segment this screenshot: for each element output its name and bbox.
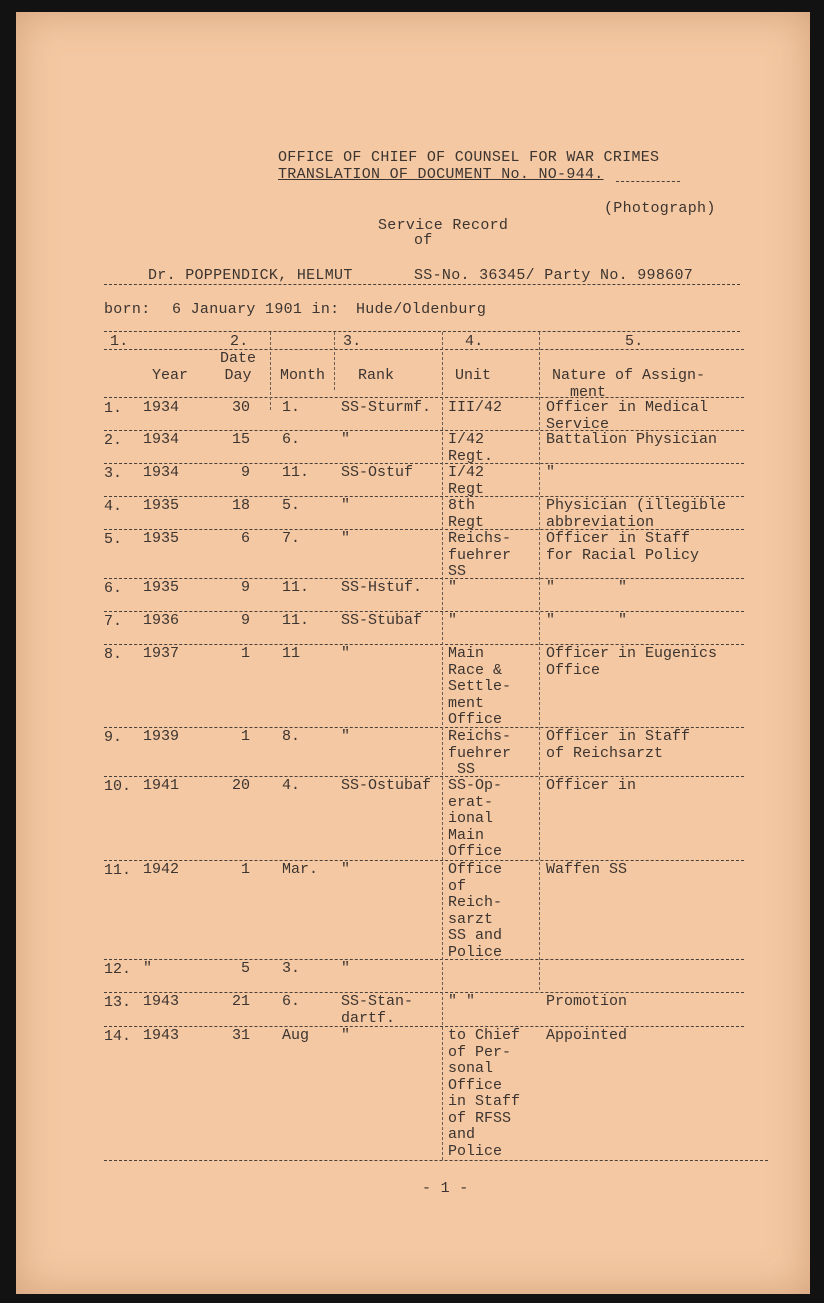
- row-nature: Officer in Medical Service: [546, 399, 709, 433]
- row-rank: ": [341, 1027, 351, 1044]
- born-label: born:: [104, 301, 151, 318]
- row-month: 7.: [282, 530, 301, 547]
- row-rank: SS-Ostubaf: [341, 777, 432, 794]
- row-year: ": [143, 960, 153, 977]
- row-number: 6.: [104, 580, 123, 597]
- column-separator: [539, 332, 540, 990]
- born-date: 6 January 1901 in:: [172, 301, 340, 318]
- header-unit: Unit: [455, 367, 492, 384]
- row-year: 1934: [143, 431, 180, 448]
- row-unit: Reichs- fuehrer SS: [448, 530, 512, 580]
- row-rank: ": [341, 497, 351, 514]
- row-unit: Reichs- fuehrer SS: [448, 728, 512, 778]
- row-rule: [104, 611, 744, 612]
- row-month: 3.: [282, 960, 301, 977]
- row-unit: " ": [448, 993, 476, 1010]
- row-rank: ": [341, 645, 351, 662]
- row-day: 15: [231, 431, 250, 448]
- row-month: Mar.: [282, 861, 319, 878]
- row-year: 1943: [143, 993, 180, 1010]
- row-rank: SS-Stan- dartf.: [341, 993, 414, 1027]
- row-rule: [104, 463, 744, 464]
- row-nature: " ": [546, 579, 628, 596]
- row-number: 4.: [104, 498, 123, 515]
- row-nature: Officer in Eugenics Office: [546, 645, 718, 679]
- row-month: 1.: [282, 399, 301, 416]
- row-number: 8.: [104, 646, 123, 663]
- document-title-of: of: [414, 232, 433, 249]
- column-number-rule: [104, 349, 744, 350]
- row-nature: Officer in Staff for Racial Policy: [546, 530, 700, 564]
- row-year: 1942: [143, 861, 180, 878]
- header-nature: Nature of Assign- ment: [552, 367, 706, 401]
- row-nature: Officer in: [546, 777, 637, 794]
- row-day: 1: [240, 645, 250, 662]
- row-nature: ": [546, 464, 556, 481]
- row-year: 1937: [143, 645, 180, 662]
- subject-rule: [104, 284, 740, 285]
- row-nature: " ": [546, 612, 628, 629]
- row-rank: ": [341, 861, 351, 878]
- row-month: 11.: [282, 464, 310, 481]
- row-month: 11: [282, 645, 301, 662]
- column-number-1: 1.: [110, 333, 129, 350]
- column-separator: [334, 332, 335, 390]
- row-day: 9: [240, 612, 250, 629]
- row-year: 1934: [143, 399, 180, 416]
- heading-rule: [616, 181, 680, 182]
- row-rule: [104, 1160, 768, 1161]
- row-unit: 8th Regt: [448, 497, 485, 531]
- row-unit: ": [448, 612, 458, 629]
- row-year: 1935: [143, 579, 180, 596]
- row-rank: ": [341, 530, 351, 547]
- row-year: 1935: [143, 497, 180, 514]
- row-nature: Appointed: [546, 1027, 628, 1044]
- row-nature: Physician (illegible abbreviation: [546, 497, 727, 531]
- row-number: 14.: [104, 1028, 132, 1045]
- translation-heading: TRANSLATION OF DOCUMENT No. NO-944.: [278, 166, 604, 183]
- row-unit: I/42 Regt.: [448, 431, 494, 465]
- row-rule: [104, 1026, 744, 1027]
- column-number-2: 2.: [230, 333, 249, 350]
- row-day: 30: [231, 399, 250, 416]
- header-rank: Rank: [358, 367, 395, 384]
- row-number: 1.: [104, 400, 123, 417]
- row-day: 18: [231, 497, 250, 514]
- row-month: 11.: [282, 612, 310, 629]
- header-rule: [104, 397, 744, 398]
- subject-numbers: SS-No. 36345/ Party No. 998607: [414, 267, 694, 284]
- row-unit: SS-Op- erat- ional Main Office: [448, 777, 503, 860]
- row-day: 1: [240, 728, 250, 745]
- row-rank: ": [341, 431, 351, 448]
- row-day: 1: [240, 861, 250, 878]
- row-unit: to Chief of Per- sonal Office in Staff of RFSS and Police: [448, 1027, 521, 1160]
- row-day: 9: [240, 464, 250, 481]
- column-number-4: 4.: [465, 333, 484, 350]
- row-number: 3.: [104, 465, 123, 482]
- document-title: Service Record: [378, 217, 509, 234]
- row-day: 21: [231, 993, 250, 1010]
- row-year: 1935: [143, 530, 180, 547]
- header-year: Year: [152, 367, 189, 384]
- born-rule: [104, 331, 740, 332]
- born-place: Hude/Oldenburg: [356, 301, 487, 318]
- row-year: 1939: [143, 728, 180, 745]
- office-heading: OFFICE OF CHIEF OF COUNSEL FOR WAR CRIMES: [278, 149, 660, 166]
- row-day: 5: [240, 960, 250, 977]
- row-rank: ": [341, 728, 351, 745]
- row-number: 5.: [104, 531, 123, 548]
- row-rank: SS-Ostuf: [341, 464, 414, 481]
- row-number: 7.: [104, 613, 123, 630]
- row-month: 4.: [282, 777, 301, 794]
- row-rule: [104, 992, 744, 993]
- row-rank: SS-Hstuf.: [341, 579, 423, 596]
- row-day: 9: [240, 579, 250, 596]
- row-nature: Battalion Physician: [546, 431, 718, 448]
- column-separator: [270, 332, 271, 410]
- row-month: 11.: [282, 579, 310, 596]
- header-month: Month: [280, 367, 326, 384]
- row-rank: SS-Sturmf.: [341, 399, 432, 416]
- row-unit: I/42 Regt: [448, 464, 485, 498]
- row-unit: Office of Reich- sarzt SS and Police: [448, 861, 503, 961]
- row-nature: Promotion: [546, 993, 628, 1010]
- row-month: 5.: [282, 497, 301, 514]
- header-date-day: Date Day: [219, 350, 256, 384]
- row-month: 6.: [282, 993, 301, 1010]
- row-rule: [104, 578, 744, 579]
- row-number: 13.: [104, 994, 132, 1011]
- row-unit: ": [448, 579, 458, 596]
- page-number: - 1 -: [422, 1180, 469, 1197]
- row-number: 2.: [104, 432, 123, 449]
- row-year: 1943: [143, 1027, 180, 1044]
- row-day: 6: [240, 530, 250, 547]
- row-day: 31: [231, 1027, 250, 1044]
- row-number: 11.: [104, 862, 132, 879]
- column-number-5: 5.: [625, 333, 644, 350]
- row-unit: III/42: [448, 399, 503, 416]
- row-nature: Officer in Staff of Reichsarzt: [546, 728, 691, 762]
- row-unit: Main Race & Settle- ment Office: [448, 645, 512, 728]
- row-number: 9.: [104, 729, 123, 746]
- photograph-note: (Photograph): [604, 200, 716, 217]
- row-rank: ": [341, 960, 351, 977]
- column-separator: [442, 332, 443, 1160]
- row-year: 1941: [143, 777, 180, 794]
- row-number: 12.: [104, 961, 132, 978]
- row-nature: Waffen SS: [546, 861, 628, 878]
- row-month: 8.: [282, 728, 301, 745]
- row-month: Aug: [282, 1027, 310, 1044]
- column-number-3: 3.: [343, 333, 362, 350]
- row-day: 20: [231, 777, 250, 794]
- row-month: 6.: [282, 431, 301, 448]
- row-year: 1936: [143, 612, 180, 629]
- subject-name: Dr. POPPENDICK, HELMUT: [148, 267, 353, 284]
- row-year: 1934: [143, 464, 180, 481]
- row-rule: [104, 959, 744, 960]
- row-number: 10.: [104, 778, 132, 795]
- row-rank: SS-Stubaf: [341, 612, 423, 629]
- row-rule: [104, 860, 744, 861]
